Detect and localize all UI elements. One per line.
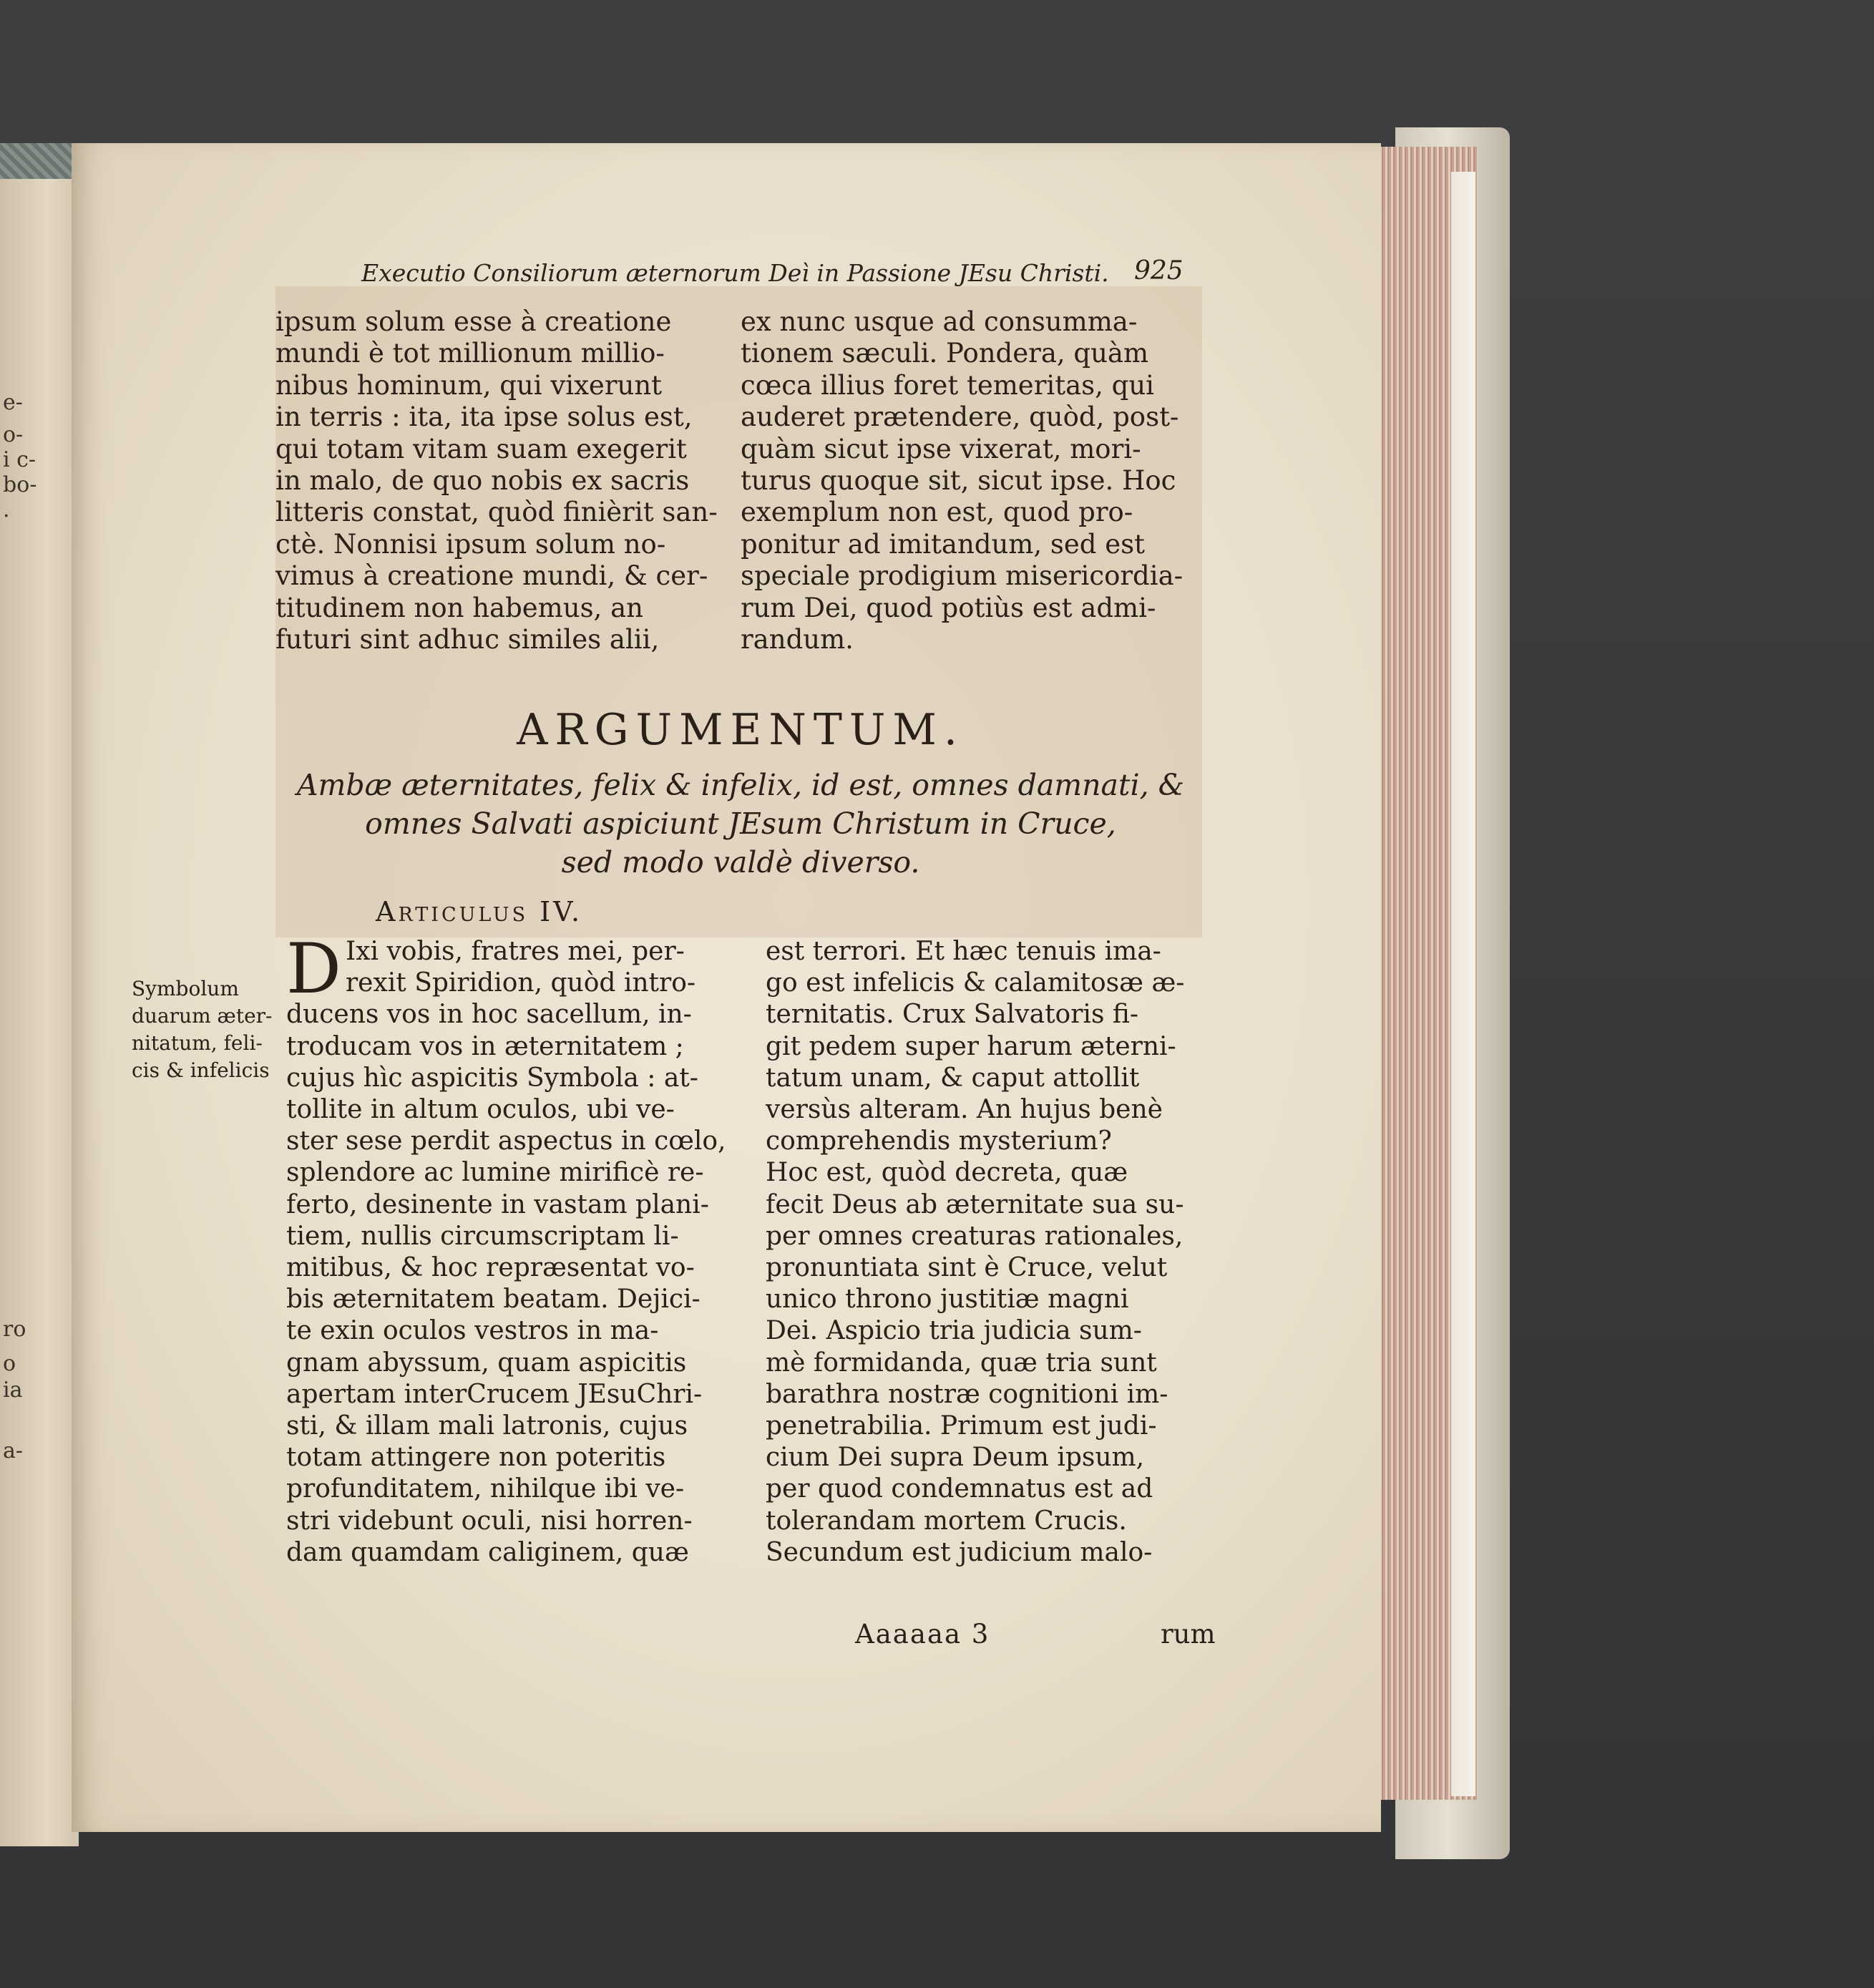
section-heading: ARGUMENTUM. [517, 705, 965, 755]
text-line: git pedem super harum æterni- [766, 1031, 1176, 1061]
text-line: fecit Deus ab æternitate sua su- [766, 1189, 1184, 1219]
text-line: speciale prodigium misericordia- [741, 560, 1184, 592]
text-line: unico throno justitiæ magni [766, 1285, 1129, 1315]
text-line: bis æternitatem beatam. Dejici- [286, 1285, 701, 1315]
text-line: ducens vos in hoc sacellum, in- [286, 1000, 692, 1030]
text-line: mè formidanda, quæ tria sunt [766, 1348, 1157, 1378]
text-line: mundi è tot millionum millio- [275, 338, 665, 369]
left-page-fragment: ro [3, 1317, 26, 1342]
text-line: Ixi vobis, fratres mei, per- [345, 937, 685, 966]
left-page-fragment: o- [3, 422, 24, 447]
text-line: nibus hominum, qui vixerunt [275, 369, 663, 401]
text-line: vimus à creatione mundi, & cer- [275, 560, 708, 592]
text-line: tatum unam, & caput attollit [766, 1063, 1140, 1093]
text-line: Secundum est judicium malo- [766, 1537, 1153, 1567]
margin-note-line: cis & infelicis [132, 1058, 270, 1082]
text-line: ipsum solum esse à creatione [275, 306, 672, 337]
text-line: ctè. Nonnisi ipsum solum no- [275, 528, 666, 560]
text-line: litteris constat, quòd finièrit san- [275, 497, 718, 528]
text-line: gnam abyssum, quam aspicitis [286, 1348, 687, 1378]
drop-cap: D [286, 929, 341, 1009]
left-page-fragment: bo- [3, 472, 37, 497]
left-page-fragment: e- [3, 390, 23, 415]
text-line: tiem, nullis circumscriptam li- [286, 1221, 679, 1251]
text-line: tionem sæculi. Pondera, quàm [741, 338, 1149, 369]
margin-note [132, 975, 296, 1084]
text-line: troducam vos in æternitatem ; [286, 1031, 684, 1061]
text-line: pronuntiata sint è Cruce, velut [766, 1253, 1168, 1283]
text-line: versùs alteram. An hujus benè [766, 1095, 1163, 1125]
text-line: qui totam vitam suam exegerit [275, 433, 687, 464]
page-number: 925 [1134, 256, 1184, 286]
subtitle-line: omnes Salvati aspiciunt JEsum Christum in Cruce, [365, 807, 1116, 841]
text-line: est terrori. Et hæc tenuis ima- [766, 937, 1161, 966]
text-line: exemplum non est, quod pro- [741, 497, 1133, 528]
text-line: per omnes creaturas rationales, [766, 1221, 1184, 1251]
catchword: rum [1161, 1619, 1216, 1650]
text-line: per quod condemnatus est ad [766, 1474, 1153, 1504]
page-edges-inner [1451, 172, 1475, 1796]
top-left-column [275, 306, 719, 656]
text-line: stri videbunt oculi, nisi horren- [286, 1506, 693, 1536]
text-line: randum. [741, 624, 854, 656]
text-line: futuri sint adhuc similes alii, [275, 624, 660, 656]
text-line: in terris : ita, ita ipse solus est, [275, 401, 693, 433]
text-line: Hoc est, quòd decreta, quæ [766, 1158, 1128, 1188]
left-page-fragment: ia [3, 1378, 23, 1403]
text-line: quàm sicut ipse vixerat, mori- [741, 433, 1141, 464]
bottom-right-column [766, 936, 1224, 1569]
text-line: rexit Spiridion, quòd intro- [345, 968, 696, 998]
text-line: Dei. Aspicio tria judicia sum- [766, 1316, 1142, 1346]
text-line: cium Dei supra Deum ipsum, [766, 1443, 1145, 1473]
text-line: tolerandam mortem Crucis. [766, 1506, 1127, 1536]
text-line: sti, & illam mali latronis, cujus [286, 1411, 688, 1441]
running-head: Executio Consiliorum æternorum Deì in Passione JEsu Christi. [361, 259, 1109, 287]
text-line: splendore ac lumine mirificè re- [286, 1158, 704, 1188]
bottom-left-column [286, 929, 726, 1569]
text-line: in malo, de quo nobis ex sacris [275, 465, 690, 497]
margin-note-line: Symbolum [132, 977, 239, 1000]
text-line: auderet prætendere, quòd, post- [741, 401, 1179, 433]
text-line: totam attingere non poteritis [286, 1443, 666, 1473]
subtitle-line: Ambæ æternitates, felix & infelix, id est, omnes damnati, & [296, 768, 1185, 802]
left-page-fragment: i c- [3, 447, 36, 472]
text-line: turus quoque sit, sicut ipse. Hoc [741, 465, 1176, 497]
text-line: apertam interCrucem JEsuChri- [286, 1379, 703, 1409]
text-line: ster sese perdit aspectus in cœlo, [286, 1126, 726, 1156]
subtitle-line: sed modo valdè diverso. [561, 845, 920, 880]
text-line: go est infelicis & calamitosæ æ- [766, 968, 1185, 998]
text-line: titudinem non habemus, an [275, 592, 643, 623]
text-line: mitibus, & hoc repræsentat vo- [286, 1253, 695, 1283]
text-line: cujus hìc aspicitis Symbola : at- [286, 1063, 698, 1093]
article-heading: Articulus IV. [376, 896, 583, 927]
text-line: ferto, desinente in vastam plani- [286, 1189, 709, 1219]
signature-mark: Aaaaaa 3 [855, 1619, 990, 1650]
text-line: penetrabilia. Primum est judi- [766, 1411, 1157, 1441]
text-line: rum Dei, quod potiùs est admi- [741, 592, 1156, 623]
text-line: ex nunc usque ad consumma- [741, 306, 1138, 337]
top-right-column [741, 306, 1206, 656]
section-subtitle [275, 766, 1206, 882]
left-page-fragment: . [3, 497, 10, 522]
text-line: tollite in altum oculos, ubi ve- [286, 1095, 675, 1125]
text-line: profunditatem, nihilque ibi ve- [286, 1474, 685, 1504]
text-line: barathra nostræ cognitioni im- [766, 1379, 1168, 1409]
left-page-fragment: o [3, 1351, 16, 1376]
margin-note-line: duarum æter- [132, 1004, 273, 1028]
text-line: ternitatis. Crux Salvatoris fi- [766, 1000, 1139, 1030]
text-line: ponitur ad imitandum, sed est [741, 528, 1145, 560]
text-line: te exin oculos vestros in ma- [286, 1316, 659, 1346]
left-page-sliver [0, 179, 79, 1846]
left-page-fragment: a- [3, 1438, 24, 1463]
text-line: cœca illius foret temeritas, qui [741, 369, 1154, 401]
text-line: dam quamdam caliginem, quæ [286, 1537, 689, 1567]
margin-note-line: nitatum, feli- [132, 1031, 263, 1055]
text-line: comprehendis mysterium? [766, 1126, 1112, 1156]
